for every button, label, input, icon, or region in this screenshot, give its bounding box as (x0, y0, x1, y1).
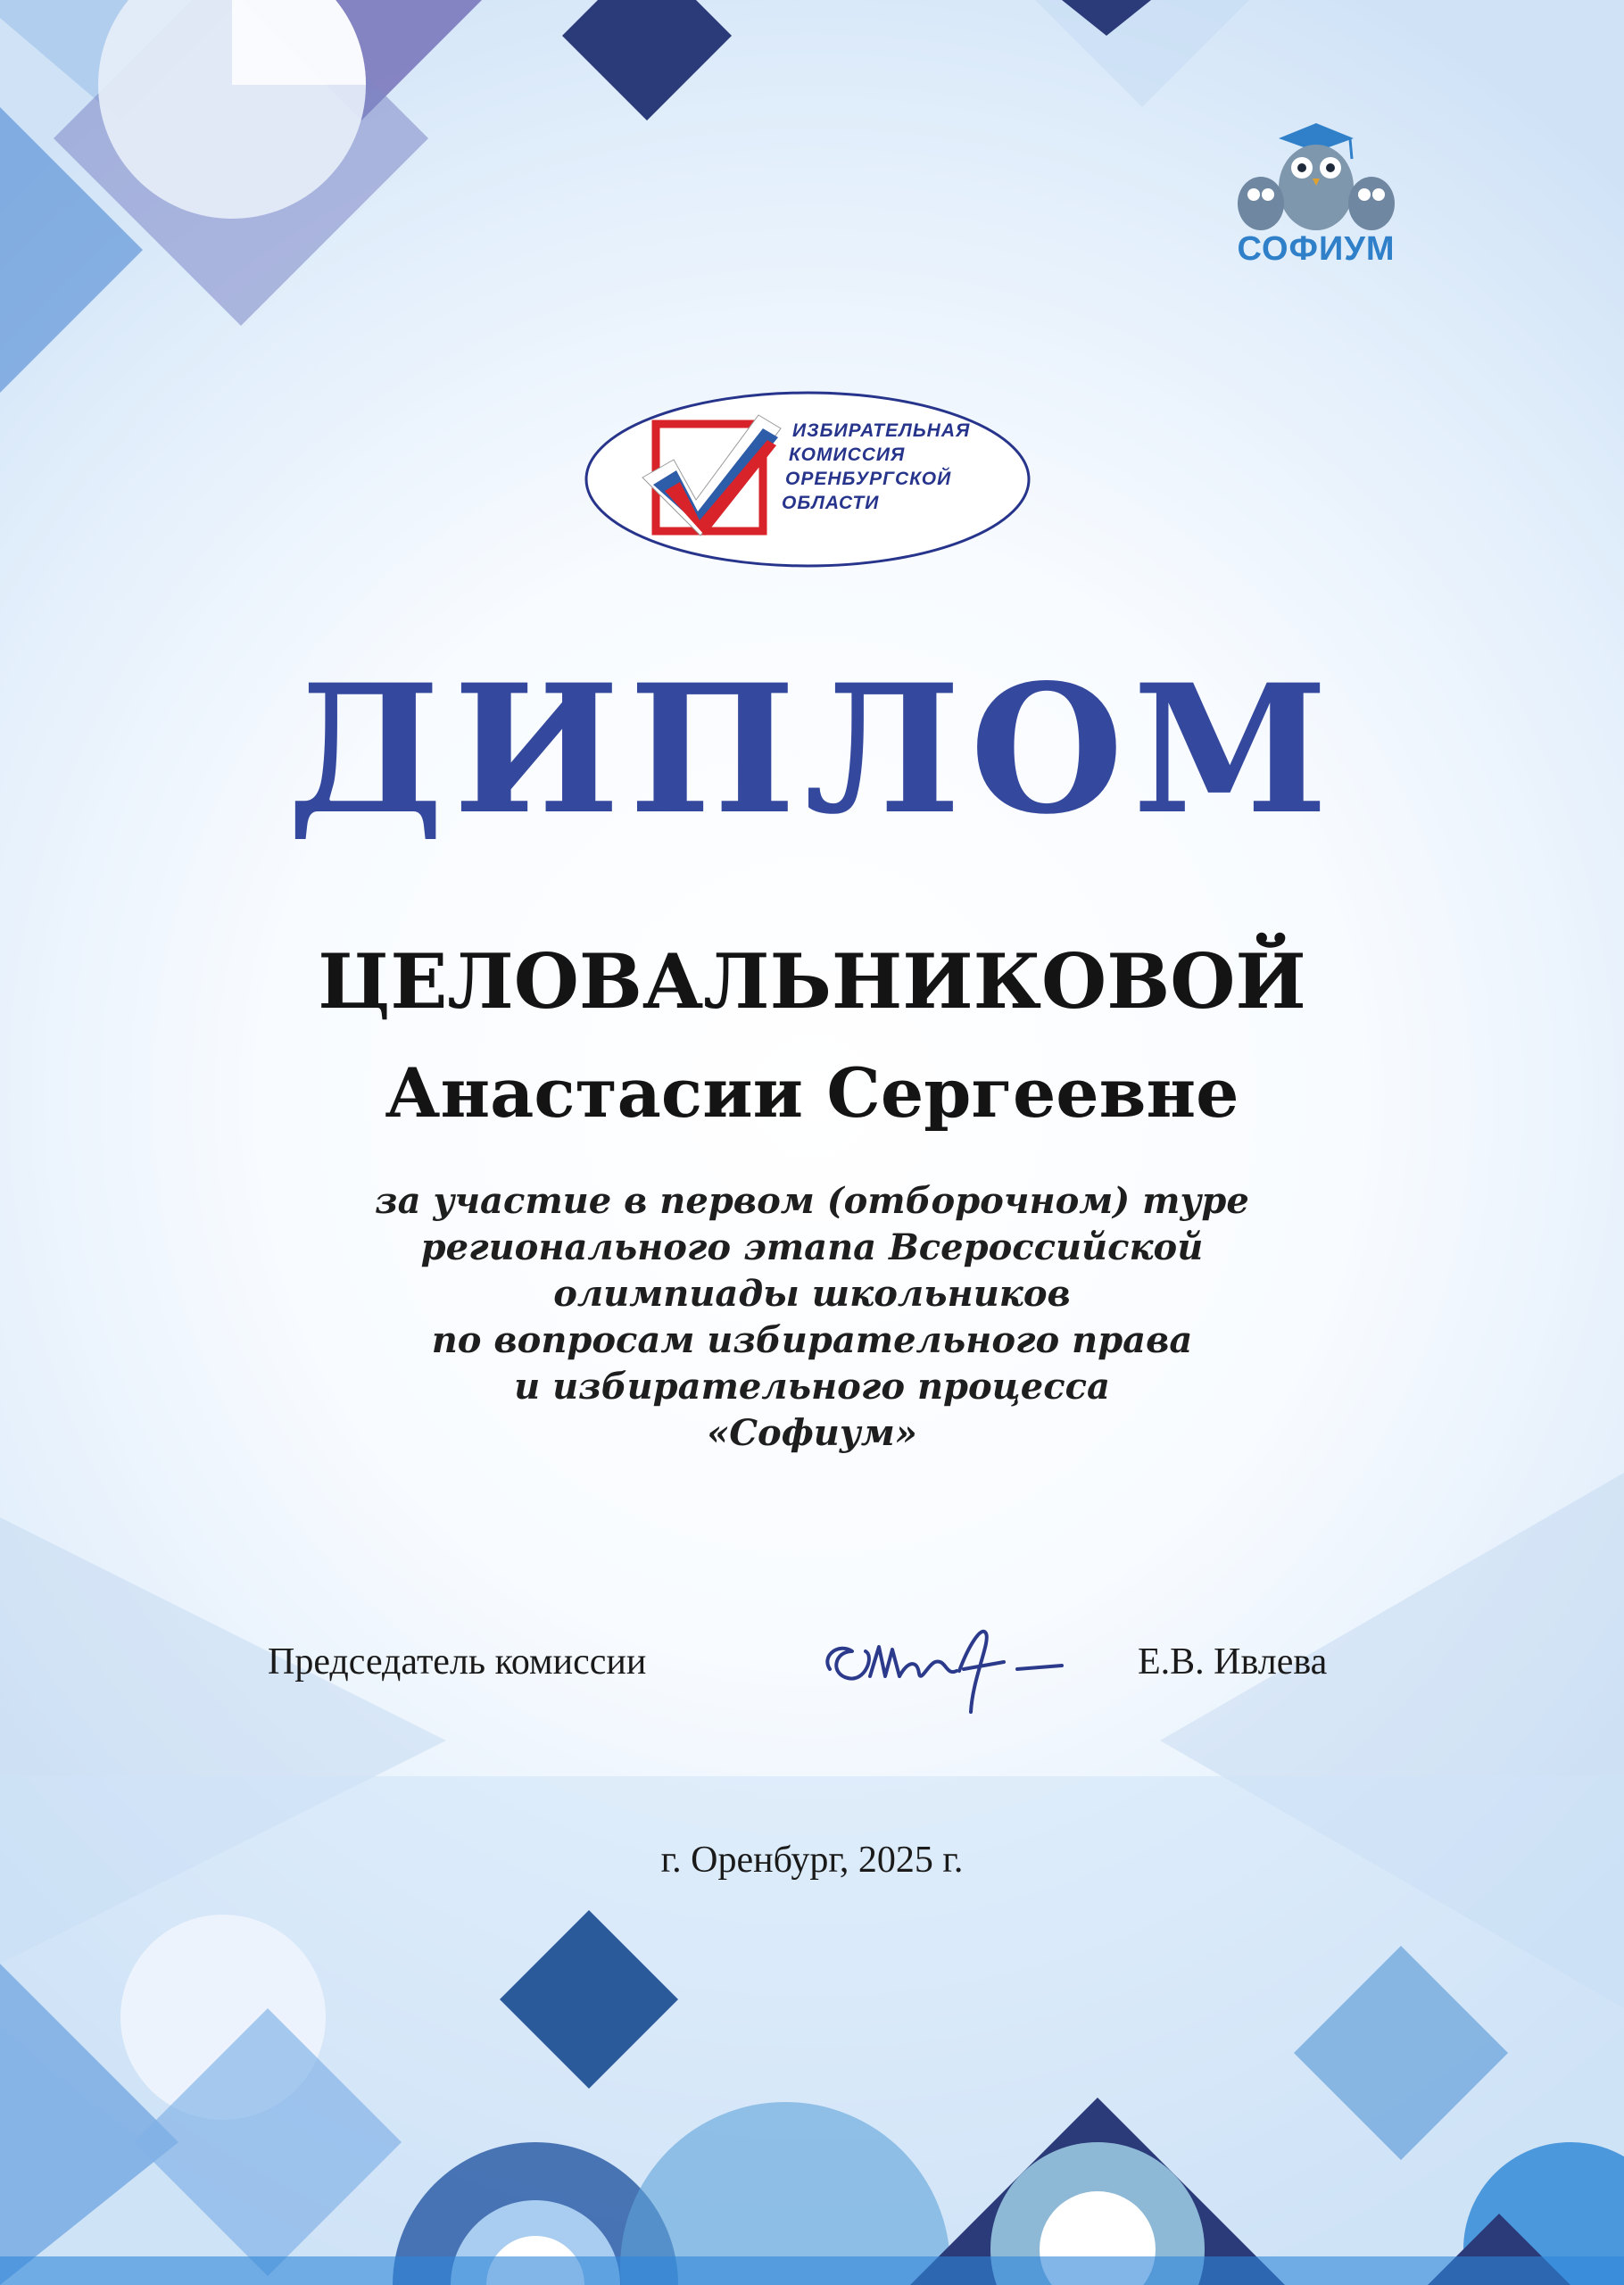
recipient-name: Анастасии Сергеевне (385, 1053, 1239, 1133)
place-and-date: г. Оренбург, 2025 г. (660, 1840, 964, 1881)
signer-title: Председатель комиссии (268, 1641, 647, 1683)
election-commission-logo (580, 388, 1035, 571)
commission-line-1: ИЗБИРАТЕЛЬНАЯ (792, 420, 971, 441)
sofium-wordmark: СОФИУМ (1237, 230, 1396, 268)
owls-icon (1209, 116, 1423, 232)
decor-diamond-navy (562, 0, 732, 120)
sofium-logo (1209, 116, 1423, 277)
citation-line: за участие в первом (отборочном) туре (375, 1180, 1249, 1222)
recipient-surname: ЦЕЛОВАЛЬНИКОВОЙ (318, 937, 1306, 1026)
commission-line-2: КОМИССИЯ (789, 445, 906, 465)
signer-name: Е.В. Ивлева (1138, 1641, 1328, 1683)
commission-line-3: ОРЕНБУРГСКОЙ (785, 469, 952, 489)
citation-line: и избирательного процесса (514, 1366, 1110, 1408)
decor-diamond-outline (1035, 0, 1249, 107)
commission-line-4: ОБЛАСТИ (782, 493, 880, 513)
diploma-title: ДИПЛОМ (286, 645, 1338, 853)
handwritten-signature (803, 1607, 1071, 1723)
decor-bottom-strip (0, 2256, 1624, 2285)
citation-line: регионального этапа Всероссийской (420, 1226, 1204, 1268)
citation-line: «Софиум» (707, 1412, 917, 1454)
citation-line: олимпиады школьников (553, 1273, 1071, 1315)
citation-line: по вопросам избирательного права (431, 1319, 1193, 1361)
citation-text (268, 1178, 1356, 1457)
